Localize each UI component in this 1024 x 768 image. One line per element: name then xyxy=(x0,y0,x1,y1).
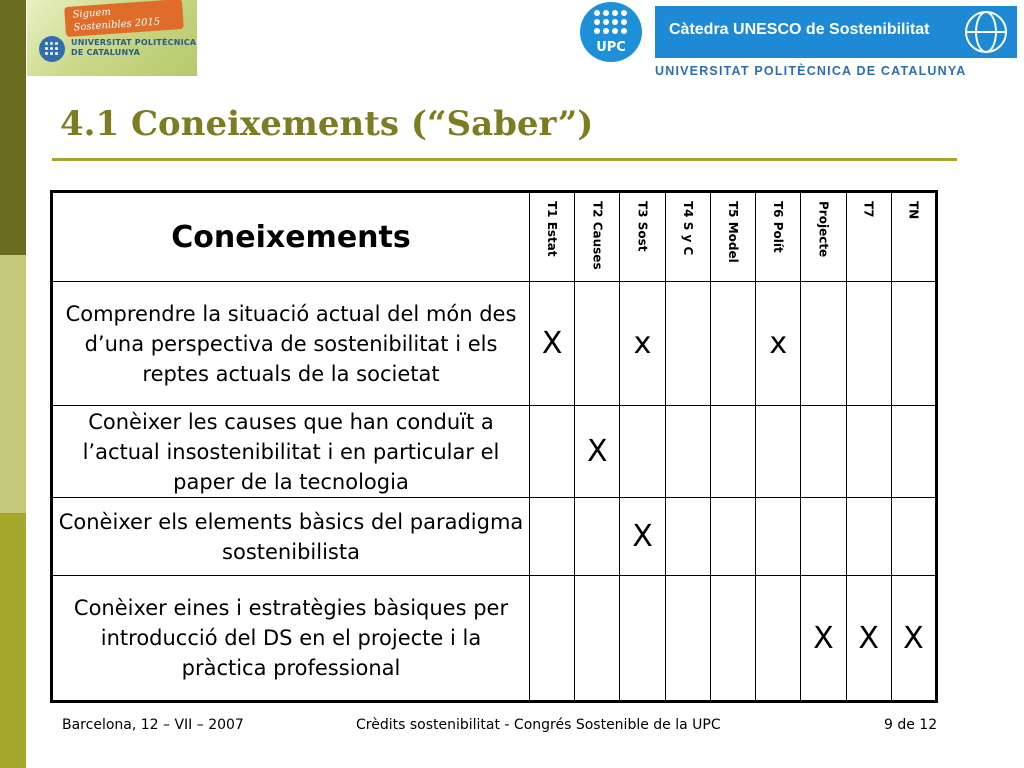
table-row xyxy=(52,498,937,576)
knowledge-description: Conèixer els elements bàsics del paradigma sostenibilista xyxy=(52,498,530,576)
side-strip-top xyxy=(0,0,26,255)
table-row xyxy=(52,282,937,406)
side-strip-middle xyxy=(0,255,26,513)
mark-cell xyxy=(891,282,936,406)
column-header xyxy=(891,192,936,282)
mark-cell xyxy=(891,498,936,576)
mark-cell xyxy=(801,282,846,406)
footer-page-number: 9 de 12 xyxy=(884,717,938,733)
mark-cell: X xyxy=(620,498,665,576)
mark-cell xyxy=(575,282,620,406)
column-header xyxy=(665,192,710,282)
mark-cell xyxy=(756,498,801,576)
table-header-row xyxy=(52,192,937,282)
knowledge-description: Comprendre la situació actual del món des d’una perspectiva de sostenibilitat i els reptes actuals de la societat xyxy=(52,282,530,406)
siguem-sostenibles-logo xyxy=(27,0,197,76)
column-header-label: TN xyxy=(906,201,921,220)
slide-title: 4.1 Coneixements (“Saber”) xyxy=(60,104,594,144)
mark-cell: X xyxy=(846,576,891,702)
mark-cell xyxy=(710,406,755,498)
mark-cell xyxy=(530,406,575,498)
mark-cell xyxy=(575,498,620,576)
side-strip-bottom xyxy=(0,513,26,768)
column-header-label: T4 S y C xyxy=(680,201,695,256)
globe-icon xyxy=(965,11,1007,53)
footer-event: Crèdits sostenibilitat - Congrés Sostenible de la UPC xyxy=(356,717,721,733)
mark-cell xyxy=(846,282,891,406)
column-header-label: T7 xyxy=(861,201,876,218)
banner-line2: Sostenibles 2015 xyxy=(73,16,161,34)
footer-date: Barcelona, 12 – VII – 2007 xyxy=(62,717,244,733)
mark-cell xyxy=(846,498,891,576)
upc-logo-text: UPC xyxy=(596,40,626,55)
mark-cell xyxy=(665,498,710,576)
mark-cell xyxy=(801,498,846,576)
banner-line1: Siguem xyxy=(72,6,112,21)
siguem-banner xyxy=(64,0,184,37)
knowledge-description: Conèixer eines i estratègies bàsiques per introducció del DS en el projecte i la pràctica professional xyxy=(52,576,530,702)
mark-cell: x xyxy=(756,282,801,406)
mark-cell xyxy=(665,282,710,406)
knowledge-description: Conèixer les causes que han conduït a l’actual insostenibilitat i en particular el paper de la tecnologia xyxy=(52,406,530,498)
column-header-label: T2 Causes xyxy=(590,201,605,270)
mark-cell xyxy=(710,576,755,702)
column-header xyxy=(846,192,891,282)
mark-cell: X xyxy=(801,576,846,702)
mark-cell: X xyxy=(575,406,620,498)
left-university-name xyxy=(71,38,196,58)
upc-full-name: UNIVERSITAT POLITÈCNICA DE CATALUNYA xyxy=(655,64,967,78)
column-header xyxy=(710,192,755,282)
mark-cell xyxy=(846,406,891,498)
mark-cell: X xyxy=(530,282,575,406)
mark-cell xyxy=(620,406,665,498)
catedra-name: Càtedra UNESCO de Sostenibilitat xyxy=(669,21,930,38)
title-underline xyxy=(52,158,957,161)
column-header-label: T1 Estat xyxy=(545,201,560,257)
mark-cell xyxy=(530,498,575,576)
column-header xyxy=(756,192,801,282)
column-header-label: T3 Sost xyxy=(635,201,650,252)
left-uni-line1: UNIVERSITAT POLITÈCNICA xyxy=(71,38,197,47)
mark-cell xyxy=(756,406,801,498)
column-header xyxy=(575,192,620,282)
knowledge-table xyxy=(50,190,938,703)
left-uni-line2: DE CATALUNYA xyxy=(71,48,140,57)
upc-logo xyxy=(580,2,642,62)
mark-cell xyxy=(891,406,936,498)
column-header-label: Projecte xyxy=(816,201,831,258)
mark-cell: X xyxy=(891,576,936,702)
table-row xyxy=(52,576,937,702)
mark-cell xyxy=(710,282,755,406)
upc-dots-icon xyxy=(594,10,628,38)
column-header xyxy=(530,192,575,282)
mark-cell xyxy=(665,406,710,498)
column-header-label: T5 Model xyxy=(725,201,740,263)
column-header xyxy=(620,192,665,282)
column-header xyxy=(801,192,846,282)
column-header-label: T6 Polít xyxy=(771,201,786,253)
mark-cell xyxy=(756,576,801,702)
mark-cell xyxy=(665,576,710,702)
upc-seal-icon xyxy=(39,36,65,62)
mark-cell xyxy=(620,576,665,702)
main-column-header: Coneixements xyxy=(52,192,530,282)
catedra-unesco-banner xyxy=(655,6,1017,58)
mark-cell xyxy=(575,576,620,702)
mark-cell xyxy=(530,576,575,702)
table-row xyxy=(52,406,937,498)
mark-cell xyxy=(801,406,846,498)
mark-cell: x xyxy=(620,282,665,406)
mark-cell xyxy=(710,498,755,576)
